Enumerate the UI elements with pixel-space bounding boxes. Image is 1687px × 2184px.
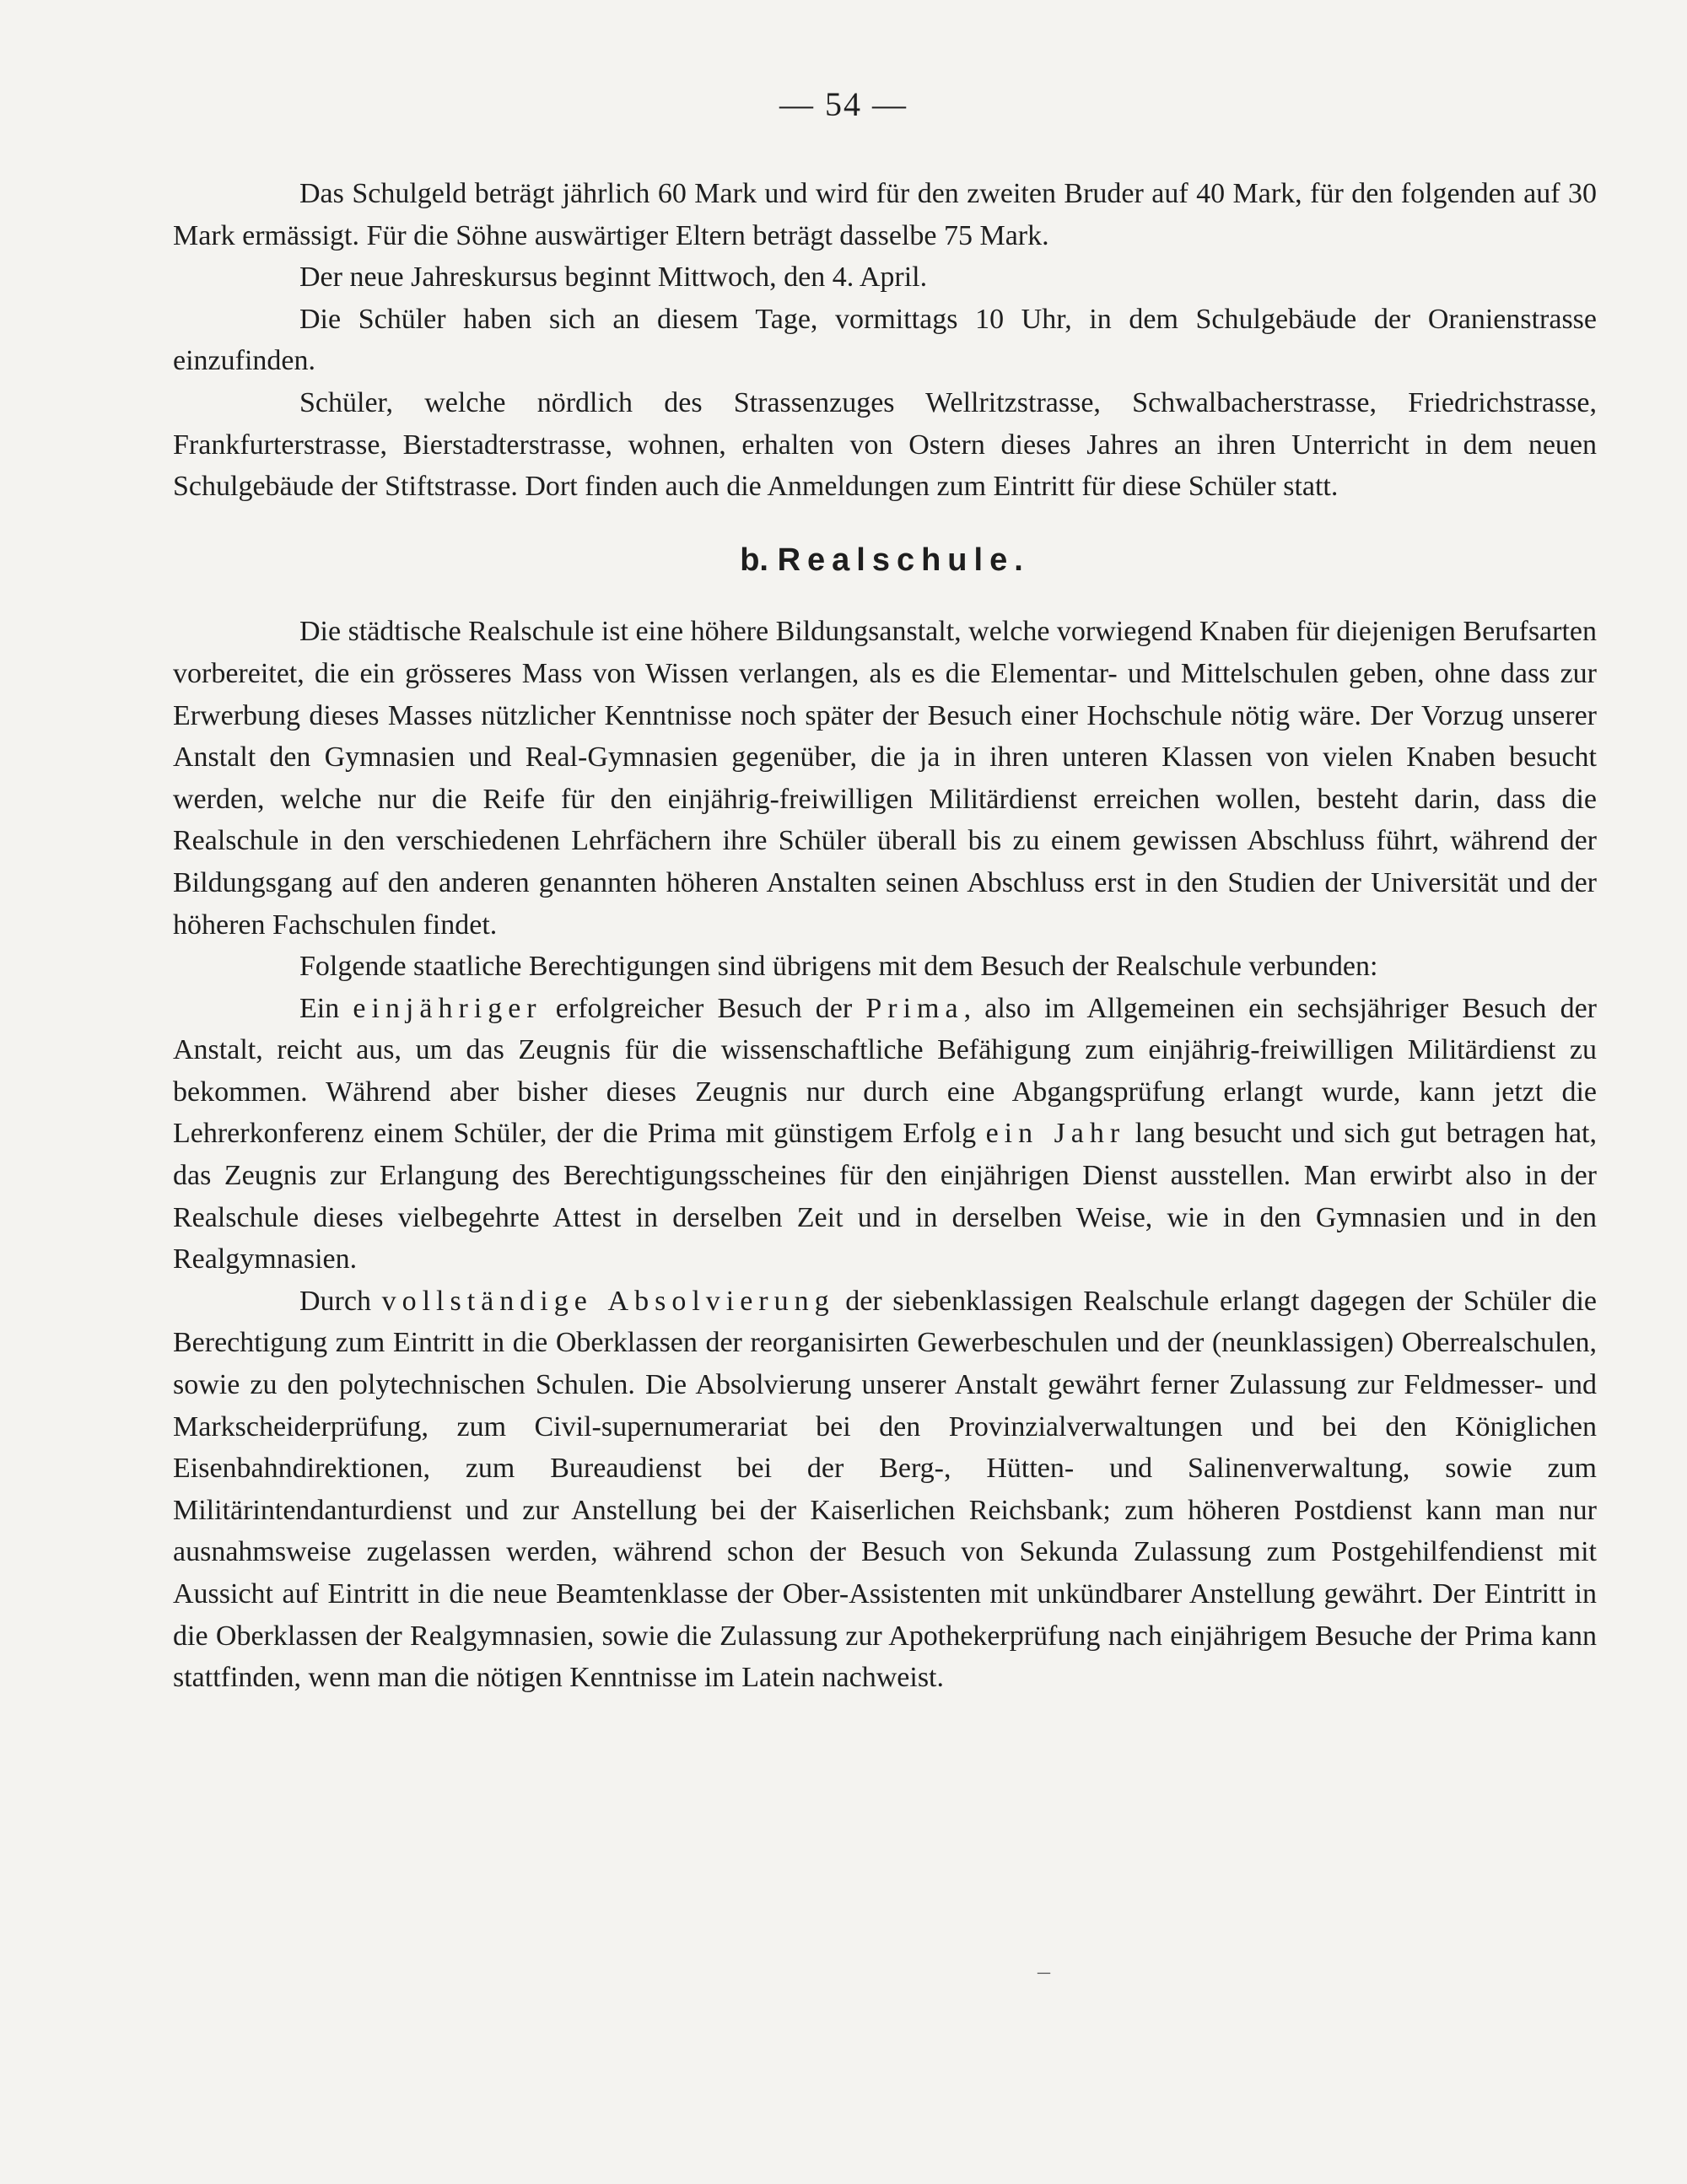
spaced-emphasis: Prima [865,992,964,1024]
section-heading [173,540,1597,582]
text-run: der siebenklassigen Realschule erlangt dagegen der Schüler die Berechtigung zum Eintritt in die Oberklassen der reorganisirten Gewerbeschulen und der (neunklassigen) Oberrealschulen, sowie zu den polytechnischen Schulen. Die Absolvierung unserer Anstalt gewährt ferner Zulassung zur Feldmesser- und Markscheiderprüfung, zum Civil-supernumerariat bei den Provinzialverwaltungen und bei den Königlichen Eisenbahndirektionen, zum Bureaudienst bei der Berg-, Hütten- und Salinenverwaltung, sowie zum Militärintendanturdienst und zur Anstellung bei der Kaiserlichen Reichsbank; zum höheren Postdienst kann man nur ausnahmsweise zugelassen werden, während schon der Besuch von Sekunda Zulassung zum Postgehilfendienst mit Aussicht auf Eintritt in die neue Beamtenklasse der Ober-Assistenten mit unkündbarer Anstellung gewährt. Der Eintritt in die Oberklassen der Realgymnasien, sowie die Zulassung zur Apothekerprüfung nach einjährigem Besuche der Prima kann stattfinden, wenn man die nötigen Kenntnisse im Latein nachweist. [173,1285,1598,1694]
footer-mark: – [1038,1957,1050,1985]
text-run: Ein [299,992,353,1024]
paragraph-school-fee: Das Schulgeld beträgt jährlich 60 Mark und wird für den zweiten Bruder auf 40 Mark, für den folgenden auf 30 Mark ermässigt. Für die Söhne auswärtiger Eltern beträgt dasselbe 75 Mark. [173,178,1597,251]
paragraph-entitlements-intro: Folgende staatliche Berechtigungen sind übrigens mit dem Besuch der Realschule verbunden: [299,951,1378,983]
paragraph-one-year-prima [173,988,1597,1281]
paragraph-full-absolvierung [173,1281,1597,1699]
text-run: erfolgreicher Besuch der [542,992,866,1024]
spaced-emphasis: ein Jahr [985,1118,1126,1150]
body-text [173,173,1597,1699]
text-run: lang besucht und sich gut betragen hat, das Zeugnis zur Erlangung des Berechtigungsscheines für den einjährigen Dienst ausstellen. Man erwirbt also in der Realschule dieses vielbegehrte Attest in derselben Zeit und in derselben Weise, wie in den Gymnasien und in den Realgymnasien. [173,1118,1597,1275]
text-run: , also im Allgemeinen ein sechsjähriger Besuch der Anstalt, reicht aus, um das Zeugnis für die wissenschaftliche Befähigung zum einjährig-freiwilligen Militärdienst zu bekommen. Während aber bisher dieses Zeugnis nur durch eine Abgangsprüfung erlangt wurde, kann jetzt die Lehrerkonferenz einem Schüler, der die Prima mit günstigem Erfolg [173,992,1597,1150]
spaced-emphasis: vollständige Absolvierung [381,1285,835,1317]
section-heading-title: Realschule. [777,542,1030,578]
paragraph-course-start: Der neue Jahreskursus beginnt Mittwoch, den 4. April. [299,262,928,294]
section-heading-prefix: b. [740,542,768,578]
paragraph-new-building: Schüler, welche nördlich des Strassenzuges Wellritzstrasse, Schwalbacherstrasse, Friedrichstrasse, Frankfurterstrasse, Bierstadterstrasse, wohnen, erhalten von Ostern dieses Jahres an ihren Unterricht in dem neuen Schulgebäude der Stiftstrasse. Dort finden auch die Anmeldungen zum Eintritt für diese Schüler statt. [173,386,1597,503]
page-number: — 54 — [779,85,908,123]
spaced-emphasis: einjähriger [353,992,542,1024]
paragraph-meeting-time: Die Schüler haben sich an diesem Tage, vormittags 10 Uhr, in dem Schulgebäude der Oranienstrasse einzufinden. [173,303,1597,377]
paragraph-realschule-description: Die städtische Realschule ist eine höhere Bildungsanstalt, welche vorwiegend Knaben für diejenigen Berufsarten vorbereitet, die ein grösseres Mass von Wissen verlangen, als es die Elementar- und Mittelschulen geben, ohne dass zur Erwerbung dieses Masses nützlicher Kenntnisse noch später der Besuch einer Hochschule nötig wäre. Der Vorzug unserer Anstalt den Gymnasien und Real-Gymnasien gegenüber, die ja in ihren unteren Klassen von vielen Knaben besucht werden, welche nur die Reife für den einjährig-freiwilligen Militärdienst erreichen wollen, besteht darin, dass die Realschule in den verschiedenen Lehrfächern ihre Schüler überall bis zu einem gewissen Abschluss führt, während der Bildungsgang auf den anderen genannten höheren Anstalten seinen Abschluss erst in den Studien der Universität und der höheren Fachschulen findet. [173,616,1598,941]
text-run: Durch [299,1285,382,1317]
